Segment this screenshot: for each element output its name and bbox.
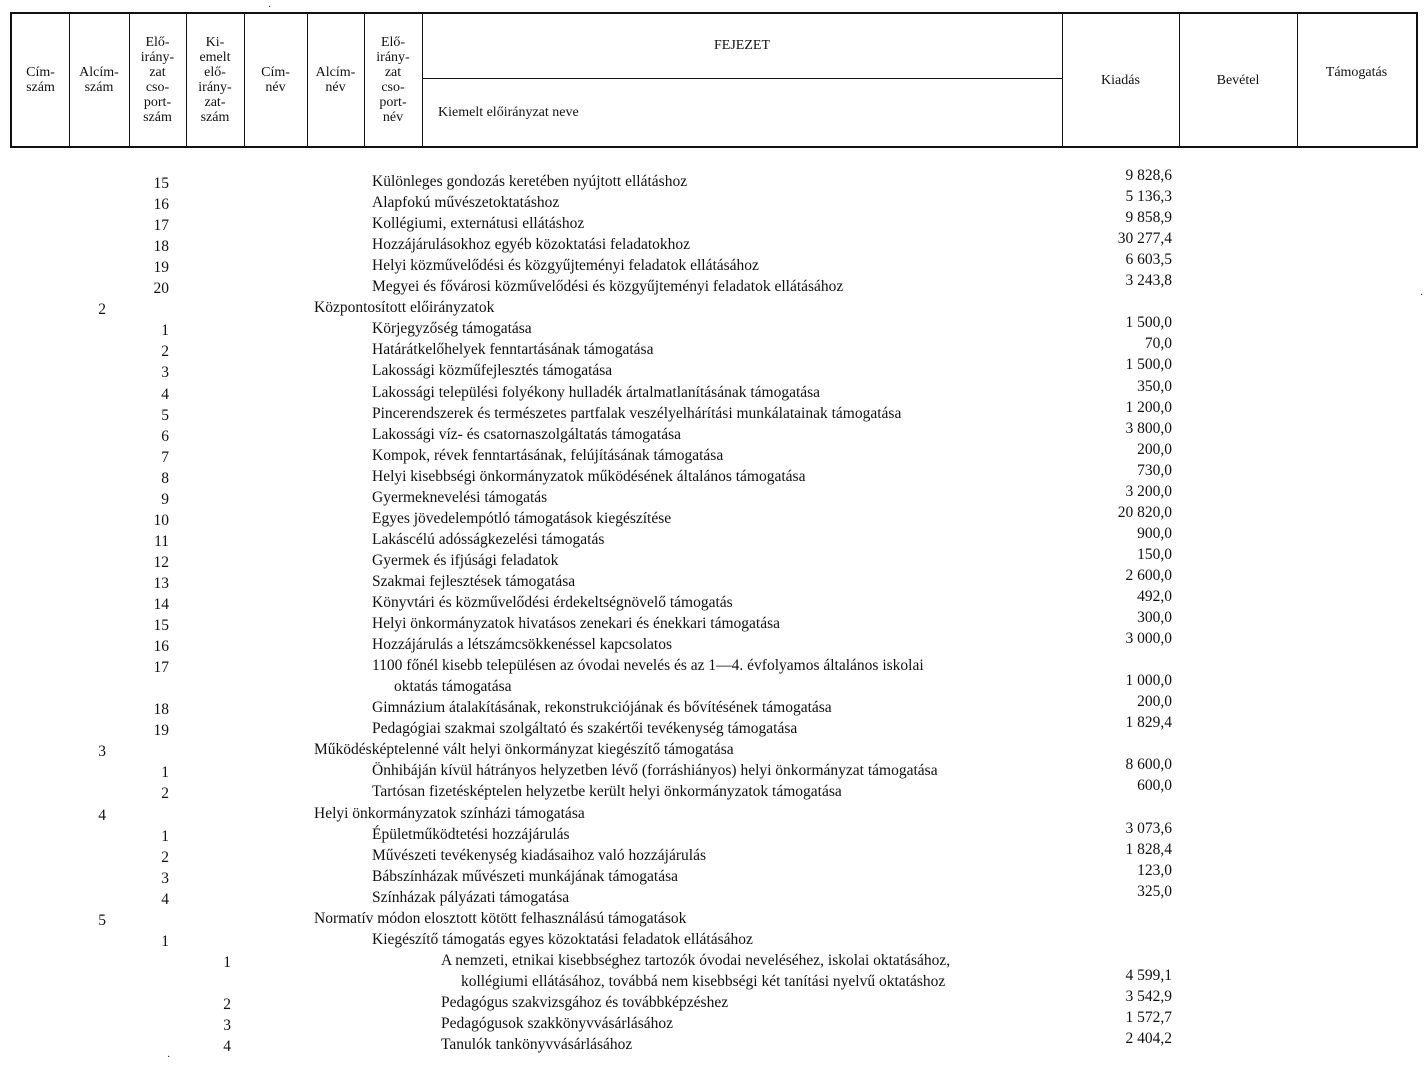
row-number: 1	[161, 322, 169, 340]
row-number: 14	[153, 596, 169, 613]
row-number: 11	[154, 532, 169, 550]
kiadas-value: 900,0	[1137, 524, 1172, 542]
row-number: 9	[161, 490, 169, 508]
row-number: 5	[161, 406, 169, 424]
row-number: 8	[161, 469, 169, 487]
row-label: Helyi közművelődési és közgyűjteményi feladatok ellátásához	[372, 257, 759, 275]
row-label: Lakossági közműfejlesztés támogatása	[372, 362, 613, 380]
row-label: Gimnázium átalakításának, rekonstrukciójának és bővítésének támogatása	[372, 699, 832, 717]
row-number: 1	[161, 827, 169, 845]
row-number: 5	[98, 911, 106, 929]
row-label: Körjegyzőség támogatása	[372, 320, 532, 338]
row-label: Bábszínházak művészeti munkájának támogatása	[372, 867, 679, 885]
row-label: Lakossági települési folyékony hulladék ártalmatlanításának támogatása	[372, 383, 821, 401]
kiadas-value: 150,0	[1137, 545, 1172, 563]
kiadas-value: 350,0	[1137, 377, 1172, 395]
row-number: 3	[223, 1017, 231, 1034]
row-label: Pedagógus szakvizsgához és továbbképzéshez	[441, 993, 729, 1011]
kiadas-value: 8 600,0	[1125, 756, 1172, 774]
row-number: 6	[161, 427, 169, 445]
row-number: 3	[161, 364, 169, 382]
row-number: 19	[153, 722, 169, 740]
kiadas-value: 6 603,5	[1125, 251, 1172, 269]
row-number: 4	[223, 1038, 231, 1056]
row-number: 20	[153, 280, 169, 298]
row-label: A nemzeti, etnikai kisebbséghez tartozók óvodai neveléséhez, iskolai oktatásához,	[441, 951, 951, 969]
scan-speck: ·	[167, 1052, 171, 1063]
kiadas-value: 3 243,8	[1125, 272, 1172, 290]
kiadas-value: 123,0	[1137, 861, 1172, 879]
row-label: Központosított előirányzatok	[314, 299, 495, 317]
header-eloiranyzat-csoport-nev: Elő- irány- zat cso- port- név	[376, 35, 410, 125]
row-label: oktatás támogatása	[394, 678, 512, 696]
kiadas-value: 20 820,0	[1117, 503, 1172, 521]
row-number: 16	[153, 638, 169, 656]
row-label: Művészeti tevékenység kiadásaihoz való hozzájárulás	[372, 846, 706, 864]
kiadas-value: 492,0	[1137, 588, 1172, 605]
kiadas-value: 1 200,0	[1125, 398, 1172, 416]
row-number: 2	[161, 343, 169, 361]
row-label: Pedagógusok szakkönyvvásárlásához	[441, 1015, 674, 1032]
row-label: Kompok, révek fenntartásának, felújításának támogatása	[372, 446, 724, 464]
row-label: Hozzájárulás a létszámcsökkenéssel kapcsolatos	[372, 636, 672, 654]
row-label: Szakmai fejlesztések támogatása	[372, 572, 576, 590]
row-label: Lakáscélú adósságkezelési támogatás	[372, 530, 605, 548]
row-number: 17	[153, 659, 169, 677]
row-number: 18	[153, 238, 169, 256]
kiadas-value: 600,0	[1137, 777, 1172, 795]
row-number: 3	[98, 743, 106, 761]
kiadas-value: 4 599,1	[1125, 966, 1172, 984]
header-cim-szam: Cím- szám	[26, 65, 55, 95]
row-label: Gyermeknevelési támogatás	[372, 488, 548, 506]
row-number: 1	[161, 932, 169, 950]
row-label: Alapfokú művészetoktatáshoz	[372, 194, 560, 212]
row-number: 4	[161, 385, 169, 403]
row-number: 1	[161, 764, 169, 782]
kiadas-value: 3 542,9	[1125, 987, 1172, 1005]
row-label: Helyi önkormányzatok hivatásos zenekari és énekkari támogatása	[372, 615, 781, 633]
row-number: 17	[153, 217, 169, 235]
row-label: Különleges gondozás keretében nyújtott ellátáshoz	[372, 173, 688, 190]
header-kiadas: Kiadás	[1101, 72, 1140, 88]
row-number: 2	[161, 785, 169, 803]
kiadas-value: 200,0	[1137, 693, 1172, 711]
row-label: Kollégiumi, externátusi ellátáshoz	[372, 215, 585, 233]
row-label: Hozzájárulásokhoz egyéb közoktatási feladatokhoz	[372, 236, 691, 254]
header-bevetel: Bevétel	[1216, 72, 1260, 88]
kiadas-value: 1 572,7	[1125, 1009, 1172, 1026]
scan-speck: ·	[268, 2, 272, 13]
row-number: 15	[153, 617, 169, 635]
kiadas-value: 2 600,0	[1125, 566, 1172, 584]
kiadas-value: 200,0	[1137, 440, 1172, 458]
row-number: 10	[153, 511, 169, 529]
row-number: 18	[153, 701, 169, 719]
kiadas-value: 3 073,6	[1125, 819, 1172, 837]
row-number: 2	[98, 301, 106, 319]
kiadas-value: 3 000,0	[1125, 630, 1172, 648]
kiadas-value: 9 858,9	[1125, 209, 1172, 227]
row-number: 3	[161, 869, 169, 887]
kiadas-value: 1 828,4	[1125, 840, 1172, 858]
header-eloiranyzat-csoport-szam: Elő- irány- zat cso- port- szám	[140, 35, 175, 125]
kiadas-value: 1 829,4	[1125, 714, 1172, 732]
header-cim-nev: Cím- név	[261, 65, 290, 95]
kiadas-value: 2 404,2	[1125, 1030, 1172, 1048]
kiadas-value: 300,0	[1137, 609, 1172, 627]
row-label: Tanulók tankönyvvásárlásához	[441, 1036, 633, 1054]
row-number: 15	[153, 175, 169, 192]
row-number: 4	[161, 890, 169, 908]
row-label: Pedagógiai szakmai szolgáltató és szakértői tevékenység támogatása	[372, 720, 798, 738]
row-number: 2	[161, 848, 169, 866]
row-label: Működésképtelenné vált helyi önkormányzat kiegészítő támogatása	[314, 741, 734, 759]
kiadas-value: 1 500,0	[1125, 314, 1172, 332]
row-label: Helyi önkormányzatok színházi támogatása	[314, 804, 585, 822]
row-number: 2	[223, 995, 231, 1013]
row-label: Pincerendszerek és természetes partfalak veszélyelhárítási munkálatainak támogatása	[372, 404, 902, 422]
header-fejezet: FEJEZET	[714, 37, 770, 53]
kiadas-value: 730,0	[1137, 461, 1172, 479]
row-label: Normatív módon elosztott kötött felhasználású támogatások	[314, 909, 687, 927]
row-number: 12	[153, 553, 169, 571]
row-number: 19	[153, 259, 169, 277]
row-label: Tartósan fizetésképtelen helyzetbe került helyi önkormányzatok támogatása	[372, 783, 842, 801]
row-label: 1100 főnél kisebb településen az óvodai nevelés és az 1—4. évfolyamos általános iskolai	[372, 657, 924, 675]
header-kiemelt-eloiranyzat-szam: Ki- emelt elő- irány- zat- szám	[198, 35, 232, 125]
scan-speck: ·	[1420, 290, 1424, 301]
row-number: 13	[153, 574, 169, 592]
row-label: Egyes jövedelempótló támogatások kiegészítése	[372, 509, 672, 527]
row-label: Önhibáján kívül hátrányos helyzetben lévő (forráshiányos) helyi önkormányzat támogatása	[372, 762, 938, 780]
row-label: Gyermek és ifjúsági feladatok	[372, 551, 559, 569]
kiadas-value: 1 500,0	[1125, 356, 1172, 374]
row-number: 1	[223, 953, 231, 971]
kiadas-value: 70,0	[1144, 335, 1172, 353]
row-label: Színházak pályázati támogatása	[372, 888, 570, 906]
kiadas-value: 1 000,0	[1125, 672, 1172, 690]
header-kiemelt-eloiranyzat-neve: Kiemelt előirányzat neve	[438, 104, 579, 120]
kiadas-value: 3 200,0	[1125, 482, 1172, 500]
row-number: 16	[153, 196, 169, 214]
kiadas-value: 5 136,3	[1125, 188, 1172, 206]
row-label: Határátkelőhelyek fenntartásának támogatása	[372, 341, 654, 359]
row-label: Lakossági víz- és csatornaszolgáltatás támogatása	[372, 425, 682, 443]
kiadas-value: 30 277,4	[1117, 230, 1172, 248]
header-tamogatas: Támogatás	[1325, 64, 1388, 80]
kiadas-value: 9 828,6	[1125, 167, 1172, 184]
row-label: Helyi kisebbségi önkormányzatok működésének általános támogatása	[372, 467, 806, 485]
header-alcim-nev: Alcím- név	[315, 65, 356, 95]
row-label: Megyei és fővárosi közművelődési és közgyűjteményi feladatok ellátásához	[372, 278, 844, 296]
row-number: 7	[161, 448, 169, 466]
row-label: kollégiumi ellátásához, továbbá nem kisebbségi két tanítási nyelvű oktatáshoz	[461, 972, 946, 990]
row-label: Könyvtári és közművelődési érdekeltségnövelő támogatás	[372, 594, 733, 611]
header-alcim-szam: Alcím- szám	[79, 65, 119, 95]
row-label: Kiegészítő támogatás egyes közoktatási feladatok ellátásához	[372, 930, 753, 948]
row-number: 4	[98, 806, 106, 824]
kiadas-value: 325,0	[1137, 882, 1172, 900]
kiadas-value: 3 800,0	[1125, 419, 1172, 437]
row-label: Épületműködtetési hozzájárulás	[372, 825, 570, 843]
